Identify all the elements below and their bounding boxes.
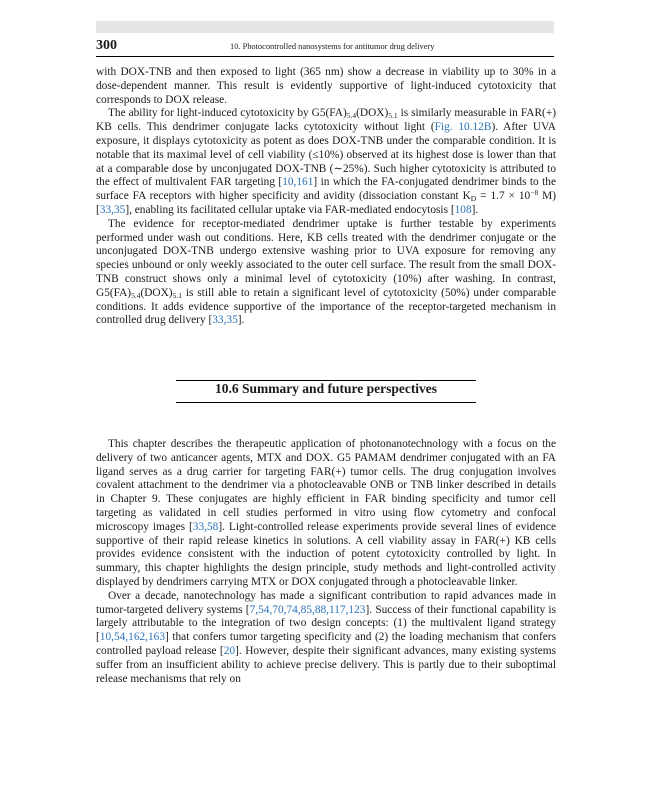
- citation-link[interactable]: 20: [223, 644, 236, 657]
- figure-link[interactable]: Fig. 10.12B: [434, 121, 492, 134]
- top-gray-bar: [96, 21, 554, 33]
- paragraph-2: The ability for light-induced cytotoxicity by $G5(FA)_{5.4}(DOX)_{5.1}$ is similarly measurable in FAR(+) KB cells. This dendrimer conjugate lacks cytotoxicity without light (Fig. 10.12B). After UVA exposure, it displays cytotoxicity as potent as does DOX-TNB under the comparable condition. It is notable that its maximal level of cell viability (≤10%) observed at its highest dose is lower than that at a comparable dose by unconjugated DOX-TNB (∼25%). Such higher cytotoxicity is attributed to the effect of multivalent FAR targeting [10,161] in which the FA-conjugated dendrimer binds to the surface FA receptors with higher specificity and avidity (dissociation constant $K_D = 1.7 \times 10^{-8}$ M) [33,35], enabling its facilitated cellular uptake via FAR-mediated endocytosis [108].: [96, 107, 557, 216]
- citation-link[interactable]: 108: [454, 203, 472, 216]
- citation-link[interactable]: 33,58: [192, 520, 219, 533]
- citation-link[interactable]: 7,54,70,74,85,88,117,123: [249, 603, 366, 616]
- page-number: 300: [96, 38, 117, 53]
- paragraph-3: The evidence for receptor-mediated dendrimer uptake is further testable by experiments performed under wash out conditions. Here, KB cells treated with the dendrimer conjugate or the unconjugated DOX-TNB undergo extensive washing prior to UVA exposure for removing any species unbound or only weekly associated to the outer cell surface. The result from the small DOX-TNB construct shows only a minimal level of cytotoxicity (10%) after washing. In contrast, $G5(FA)_{5.4}(DOX)_{5.1}$ is still able to retain a significant level of cytotoxicity (50%) under comparable conditions. It adds evidence supportive of the importance of the receptor-targeted mechanism in controlled drug delivery [33,35].: [96, 217, 556, 327]
- rule-bottom: [176, 402, 476, 403]
- body-text-top: [96, 66, 556, 328]
- citation-link[interactable]: 33,35: [212, 314, 238, 327]
- citation-link[interactable]: 33,35: [99, 203, 126, 216]
- paragraph-5: Over a decade, nanotechnology has made a significant contribution to rapid advances made in tumor-targeted delivery systems [7,54,70,74,85,88,117,123]. Success of their functional capability is largely attributable to the integration of two design concepts: (1) the multivalent ligand strategy [10,54,162,163] that confers tumor targeting specificity and (2) the loading mechanism that confers controlled payload release [20]. However, despite their significant advances, many existing systems suffer from an insufficient ability to achieve precise delivery. This is partly due to their suboptimal release mechanisms that rely on: [96, 589, 557, 685]
- citation-link[interactable]: 10,161: [282, 176, 314, 189]
- citation-link[interactable]: 10,54,162,163: [99, 631, 166, 644]
- paragraph-1: with DOX-TNB and then exposed to light (365 nm) show a decrease in viability up to 30% in a dose-dependent manner. This result is evidently supportive of light-induced cytotoxicity that corresponds to DOX release.: [96, 66, 556, 106]
- running-title: 10. Photocontrolled nanosystems for antitumor drug delivery: [230, 42, 435, 51]
- page-header: [96, 36, 554, 57]
- paragraph-4: This chapter describes the therapeutic application of photonanotechnology with a focus on the delivery of two anticancer agents, MTX and DOX. G5 PAMAM dendrimer conjugated with an FA ligand serves as a drug carrier for targeting FAR(+) tumor cells. The drug conjugation involves covalent attachment to the dendrimer via a photocleavable ONB or TNB linker described in details in Chapter 9. These conjugates are highly efficient in FAR binding specificity and tumor cell targeting as validated in cell studies performed in vitro using flow cytometry and confocal microscopy images [33,58]. Light-controlled release experiments provide several lines of evidence supportive of their rapid release kinetics in solutions. A cell viability assay in FAR(+) KB cells provides evidence consistent with the induction of potent cytotoxicity controlled by light. In summary, this chapter highlights the design principle, study methods and light-controlled activity displayed by dendrimers carrying MTX or DOX conjugated through a photocleavable linker.: [96, 438, 556, 588]
- body-text-bottom: [96, 438, 556, 686]
- section-heading: [176, 380, 476, 410]
- section-title: 10.6 Summary and future perspectives: [214, 381, 438, 396]
